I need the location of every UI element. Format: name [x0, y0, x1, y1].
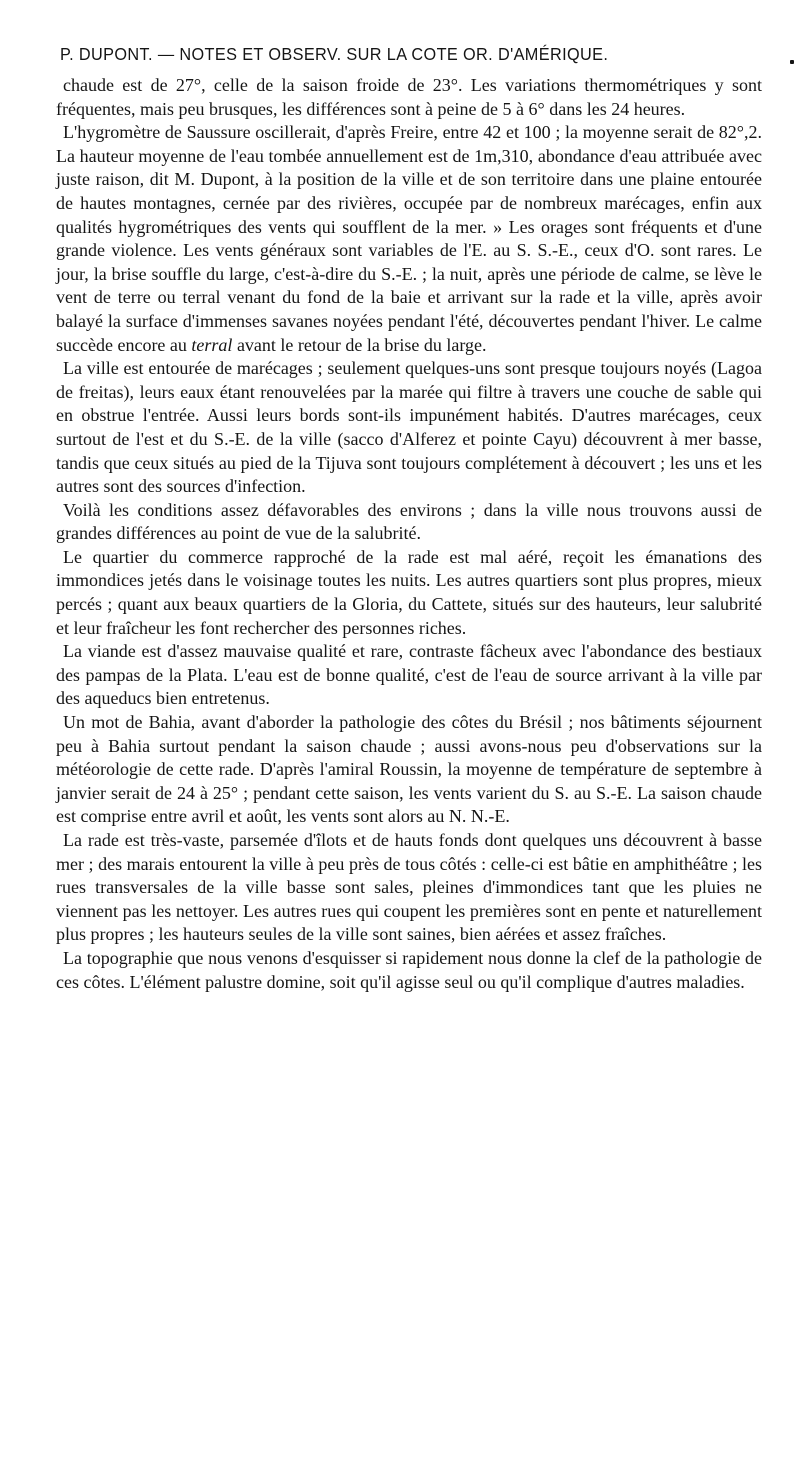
- paragraph-9: La topographie que nous venons d'esquisser si rapidement nous donne la clef de la pathologie de ces côtes. L'élément palustre domine, soit qu'il agisse seul ou qu'il complique d'autres maladies.: [56, 947, 762, 992]
- paragraph-4: Voilà les conditions assez défavorables des environs ; dans la ville nous trouvons aussi de grandes différences au point de vue de la salubrité.: [56, 499, 762, 544]
- paragraph-1: chaude est de 27°, celle de la saison froide de 23°. Les variations thermométriques y sont fréquentes, mais peu brusques, les différences sont à peine de 5 à 6° dans les 24 heures.: [56, 75, 762, 119]
- italic-term: terral: [191, 334, 233, 355]
- paragraph-7: Un mot de Bahia, avant d'aborder la pathologie des côtes du Brésil ; nos bâtiments séjournent peu à Bahia surtout pendant la saison chaude ; aussi avons-nous peu d'observations sur la météorologie de cette rade. D'après l'amiral Roussin, la moyenne de température de septembre à janvier serait de 24 à 25° ; pendant cette saison, les vents varient du S. au S.-E. La saison chaude est comprise entre avril et août, les vents sont alors au N. N.-E.: [56, 712, 762, 827]
- paragraph-2-tail: avant le retour de la brise du large.: [232, 334, 487, 355]
- paragraph-8: La rade est très-vaste, parsemée d'îlots et de hauts fonds dont quelques uns découvrent à basse mer ; des marais entourent la ville à peu près de tous côtés : celle-ci est bâtie en amphithéâtre ; les rues transversales de la ville basse sont sales, pleines d'immondices tant que les pluies ne viennent pas les nettoyer. Les autres rues qui coupent les premières sont en pente et naturellement plus propres ; les hauteurs seules de la ville sont saines, bien aérées et assez fraîches.: [56, 830, 762, 945]
- paragraph-2-text: L'hygromètre de Saussure oscillerait, d'après Freire, entre 42 et 100 ; la moyenne serait de 82°,2. La hauteur moyenne de l'eau tombée annuellement est de 1m,310, abondance d'eau attribuée avec juste raison, dit M. Dupont, à la position de la ville et de son territoire dans une plaine entourée de hautes montagnes, cernée par des rivières, occupée par de nombreux marécages, enfin aux qualités hygrométriques des vents qui soufflent de la mer. » Les orages sont fréquents et d'une grande violence. Les vents généraux sont variables de l'E. au S. S.-E., ceux d'O. sont rares. Le jour, la brise souffle du large, c'est-à-dire du S.-E. ; la nuit, après une période de calme, se lève le vent de terre ou terral venant du fond de la baie et arrivant sur la rade et la ville, après avoir balayé la surface d'immenses savanes noyées pendant l'été, découvertes pendant l'hiver. Le calme succède encore au: [56, 122, 762, 355]
- margin-mark: [790, 60, 794, 64]
- paragraph-5: Le quartier du commerce rapproché de la rade est mal aéré, reçoit les émanations des immondices jetés dans le voisinage toutes les nuits. Les autres quartiers sont plus propres, mieux percés ; quant aux beaux quartiers de la Gloria, du Cattete, situés sur des hauteurs, leur salubrité et leur fraîcheur les font rechercher des personnes riches.: [56, 546, 762, 638]
- document-page: [56, 40, 762, 994]
- paragraph-6: La viande est d'assez mauvaise qualité et rare, contraste fâcheux avec l'abondance des bestiaux des pampas de la Plata. L'eau est de bonne qualité, c'est de l'eau de source arrivant à la ville par des aqueducs bien entretenus.: [56, 641, 762, 709]
- running-header: P. DUPONT. — NOTES ET OBSERV. SUR LA COTE OR. D'AMÉRIQUE.: [60, 44, 609, 64]
- paragraph-2: [56, 121, 762, 357]
- paragraph-3: La ville est entourée de marécages ; seulement quelques-uns sont presque toujours noyés (Lagoa de freitas), leurs eaux étant renouvelées par la marée qui filtre à travers une couche de sable qui en obstrue l'entrée. Aussi leurs bords sont-ils impunément habités. D'autres marécages, ceux surtout de l'est et du S.-E. de la ville (sacco d'Alferez et pointe Cayu) découvrent à mer basse, tandis que ceux situés au pied de la Tijuva sont toujours complétement à découvert ; les uns et les autres sont des sources d'infection.: [56, 358, 762, 497]
- body-text: [56, 74, 762, 994]
